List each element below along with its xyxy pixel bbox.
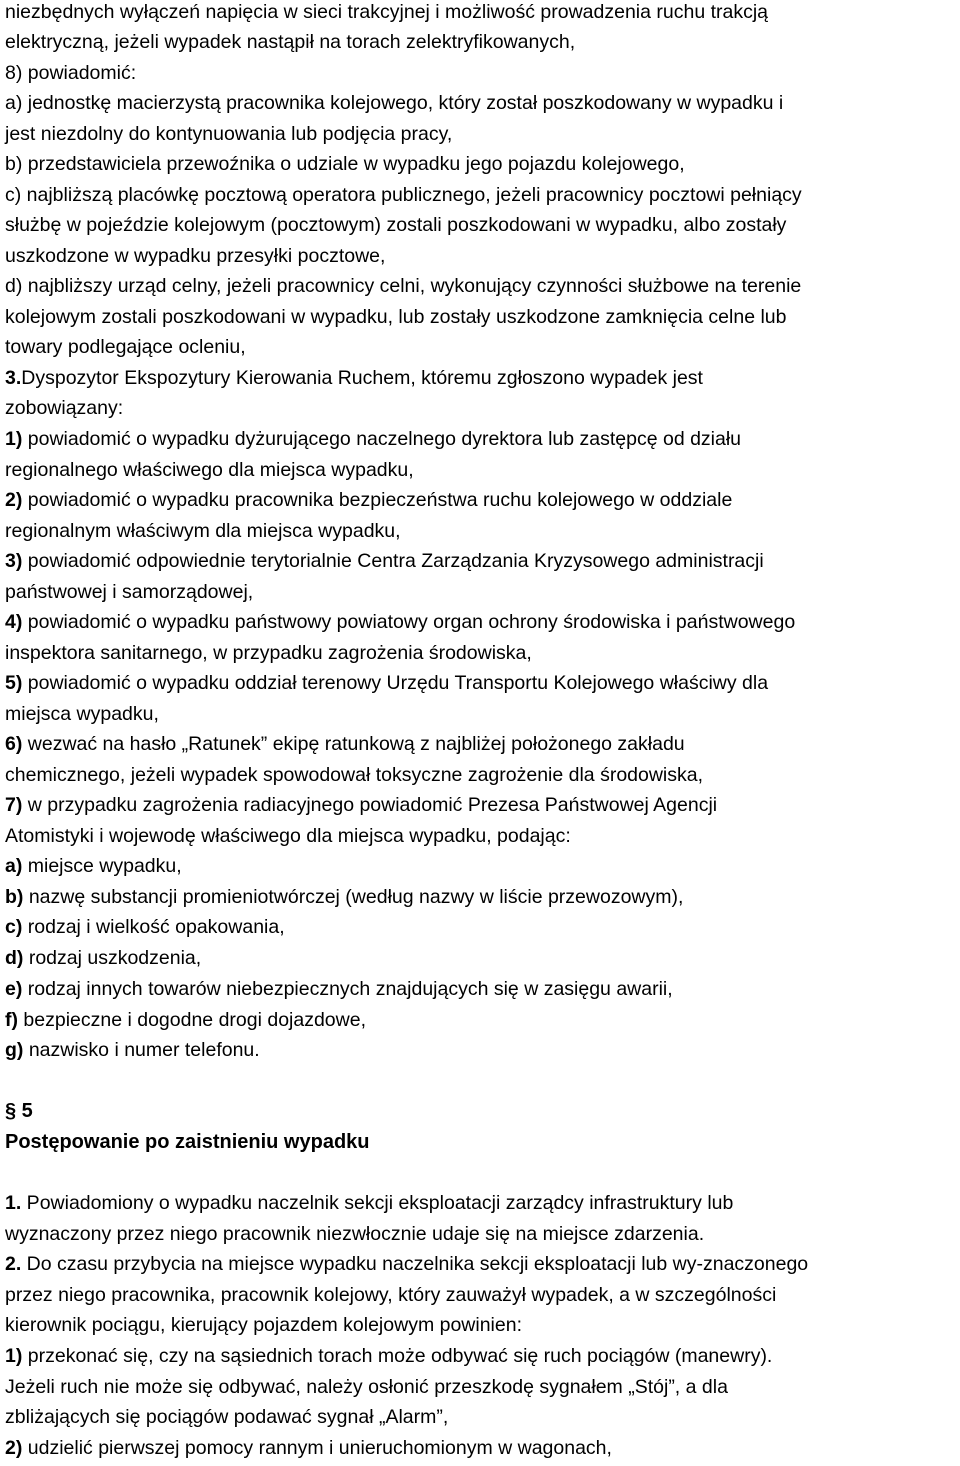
bold-label: g) — [5, 1039, 24, 1061]
text-line — [5, 1313, 522, 1343]
bold-label: a) — [5, 855, 23, 877]
line-text: chemicznego, jeżeli wypadek spowodował toksyczne zagrożenie dla środowiska, — [5, 764, 704, 786]
line-text: bezpieczne i dogodne drogi dojazdowe, — [18, 1009, 367, 1031]
bold-label: 2) — [5, 489, 23, 511]
line-text: Dyspozytor Ekspozytury Kierowania Ruchem, któremu zgłoszono wypadek jest — [21, 367, 703, 389]
bold-label: 4) — [5, 611, 23, 633]
line-text: uszkodzone w wypadku przesyłki pocztowe, — [5, 245, 386, 267]
bold-label: 1) — [5, 428, 23, 450]
text-line — [5, 519, 401, 549]
line-text: d) najbliższy urząd celny, jeżeli pracownicy celni, wykonujący czynności służbowe na terenie — [5, 275, 802, 297]
text-line — [5, 610, 795, 640]
bold-label: 3) — [5, 550, 23, 572]
line-text: Jeżeli ruch nie może się odbywać, należy osłonić przeszkodę sygnałem „Stój”, a dla — [5, 1376, 728, 1398]
text-line — [5, 1405, 448, 1435]
text-line — [5, 61, 136, 91]
line-text: zbliżających się pociągów podawać sygnał „Alarm”, — [5, 1406, 449, 1428]
bold-label: c) — [5, 916, 23, 938]
text-line — [5, 366, 703, 396]
line-text: elektryczną, jeżeli wypadek nastąpił na torach zelektryfikowanych, — [5, 31, 576, 53]
section-heading — [5, 1099, 33, 1129]
line-text: rodzaj uszkodzenia, — [23, 947, 202, 969]
line-text: powiadomić o wypadku oddział terenowy Urzędu Transportu Kolejowego właściwy dla — [22, 672, 769, 694]
text-line — [5, 946, 201, 976]
text-line — [5, 1344, 772, 1374]
text-line — [5, 885, 683, 915]
line-text: nazwisko i numer telefonu. — [23, 1039, 260, 1061]
text-line — [5, 0, 768, 30]
text-line — [5, 1191, 733, 1221]
line-text: 8) powiadomić: — [5, 62, 137, 84]
line-text: Powiadomiony o wypadku naczelnik sekcji eksploatacji zarządcy infrastruktury lub — [21, 1192, 734, 1214]
line-text: przekonać się, czy na sąsiednich torach może odbywać się ruch pociągów (manewry). — [22, 1345, 773, 1367]
line-text: powiadomić odpowiednie terytorialnie Centra Zarządzania Kryzysowego administracji — [22, 550, 764, 572]
text-line — [5, 824, 571, 854]
text-line — [5, 274, 801, 304]
text-line — [5, 915, 285, 945]
bold-label: 2. — [5, 1253, 22, 1275]
line-text: regionalnym właściwym dla miejsca wypadku, — [5, 520, 401, 542]
line-text: powiadomić o wypadku dyżurującego naczelnego dyrektora lub zastępcę od działu — [22, 428, 742, 450]
text-line — [5, 335, 246, 365]
text-line — [5, 30, 575, 60]
bold-label: 3. — [5, 367, 22, 389]
text-line — [5, 1038, 260, 1068]
line-text: rodzaj i wielkość opakowania, — [22, 916, 285, 938]
line-text: c) najbliższą placówkę pocztową operatora publicznego, jeżeli pracownicy pocztowi pełniący — [5, 184, 802, 206]
line-text: powiadomić o wypadku pracownika bezpieczeństwa ruchu kolejowego w oddziale — [22, 489, 733, 511]
text-line — [5, 213, 786, 243]
section-heading — [5, 1130, 370, 1160]
line-text: służbę w pojeździe kolejowym (pocztowym) zostali poszkodowani w wypadku, albo zostały — [5, 214, 787, 236]
line-text: miejsce wypadku, — [22, 855, 182, 877]
text-line — [5, 1008, 366, 1038]
bold-label: 1) — [5, 1345, 23, 1367]
text-line — [5, 793, 717, 823]
line-text: w przypadku zagrożenia radiacyjnego powiadomić Prezesa Państwowej Agencji — [22, 794, 718, 816]
text-line — [5, 977, 673, 1007]
bold-label: 6) — [5, 733, 23, 755]
text-line — [5, 458, 414, 488]
text-line — [5, 122, 452, 152]
text-line — [5, 244, 385, 274]
bold-label: Postępowanie po zaistnieniu wypadku — [5, 1131, 370, 1153]
text-line — [5, 183, 802, 213]
line-text: miejsca wypadku, — [5, 703, 159, 725]
text-line — [5, 1222, 704, 1252]
bold-label: b) — [5, 886, 24, 908]
bold-label: e) — [5, 978, 23, 1000]
line-text: towary podlegające ocleniu, — [5, 336, 246, 358]
text-line — [5, 152, 685, 182]
bold-label: 5) — [5, 672, 23, 694]
text-line — [5, 1375, 728, 1405]
line-text: kierownik pociągu, kierujący pojazdem kolejowym powinien: — [5, 1314, 522, 1336]
line-text: niezbędnych wyłączeń napięcia w sieci trakcyjnej i możliwość prowadzenia ruchu trakcją — [5, 1, 769, 23]
text-line — [5, 427, 741, 457]
text-line — [5, 488, 732, 518]
text-line — [5, 580, 253, 610]
text-line — [5, 854, 182, 884]
text-line — [5, 549, 764, 579]
text-line — [5, 732, 685, 762]
line-text: jest niezdolny do kontynuowania lub podjęcia pracy, — [5, 123, 453, 145]
text-line — [5, 671, 768, 701]
line-text: b) przedstawiciela przewoźnika o udziale w wypadku jego pojazdu kolejowego, — [5, 153, 685, 175]
line-text: przez niego pracownika, pracownik kolejowy, który zauważył wypadek, a w szczególności — [5, 1284, 777, 1306]
line-text: kolejowym zostali poszkodowani w wypadku, lub zostały uszkodzone zamknięcia celne lub — [5, 306, 787, 328]
line-text: Do czasu przybycia na miejsce wypadku naczelnika sekcji eksploatacji lub wy-znaczonego — [21, 1253, 809, 1275]
line-text: inspektora sanitarnego, w przypadku zagrożenia środowiska, — [5, 642, 532, 664]
bold-label: 7) — [5, 794, 23, 816]
text-line — [5, 763, 703, 793]
line-text: powiadomić o wypadku państwowy powiatowy organ ochrony środowiska i państwowego — [22, 611, 796, 633]
text-line — [5, 305, 786, 335]
line-text: a) jednostkę macierzystą pracownika kolejowego, który został poszkodowany w wypadku i — [5, 92, 784, 114]
bold-label: 1. — [5, 1192, 22, 1214]
line-text: udzielić pierwszej pomocy rannym i unieruchomionym w wagonach, — [22, 1437, 612, 1459]
text-line — [5, 1252, 808, 1282]
text-line — [5, 396, 123, 426]
line-text: regionalnego właściwego dla miejsca wypadku, — [5, 459, 414, 481]
line-text: nazwę substancji promieniotwórczej (według nazwy w liście przewozowym), — [23, 886, 684, 908]
line-text: wyznaczony przez niego pracownik niezwłocznie udaje się na miejsce zdarzenia. — [5, 1223, 705, 1245]
line-text: rodzaj innych towarów niebezpiecznych znajdujących się w zasięgu awarii, — [22, 978, 673, 1000]
text-line — [5, 641, 532, 671]
bold-label: § 5 — [5, 1100, 33, 1122]
text-line — [5, 1283, 776, 1313]
line-text: zobowiązany: — [5, 397, 124, 419]
line-text: Atomistyki i wojewodę właściwego dla miejsca wypadku, podając: — [5, 825, 571, 847]
bold-label: 2) — [5, 1437, 23, 1459]
bold-label: f) — [5, 1009, 18, 1031]
line-text: państwowej i samorządowej, — [5, 581, 254, 603]
text-line — [5, 91, 783, 121]
bold-label: d) — [5, 947, 24, 969]
line-text: wezwać na hasło „Ratunek” ekipę ratunkową z najbliżej położonego zakładu — [22, 733, 685, 755]
text-line — [5, 702, 159, 732]
